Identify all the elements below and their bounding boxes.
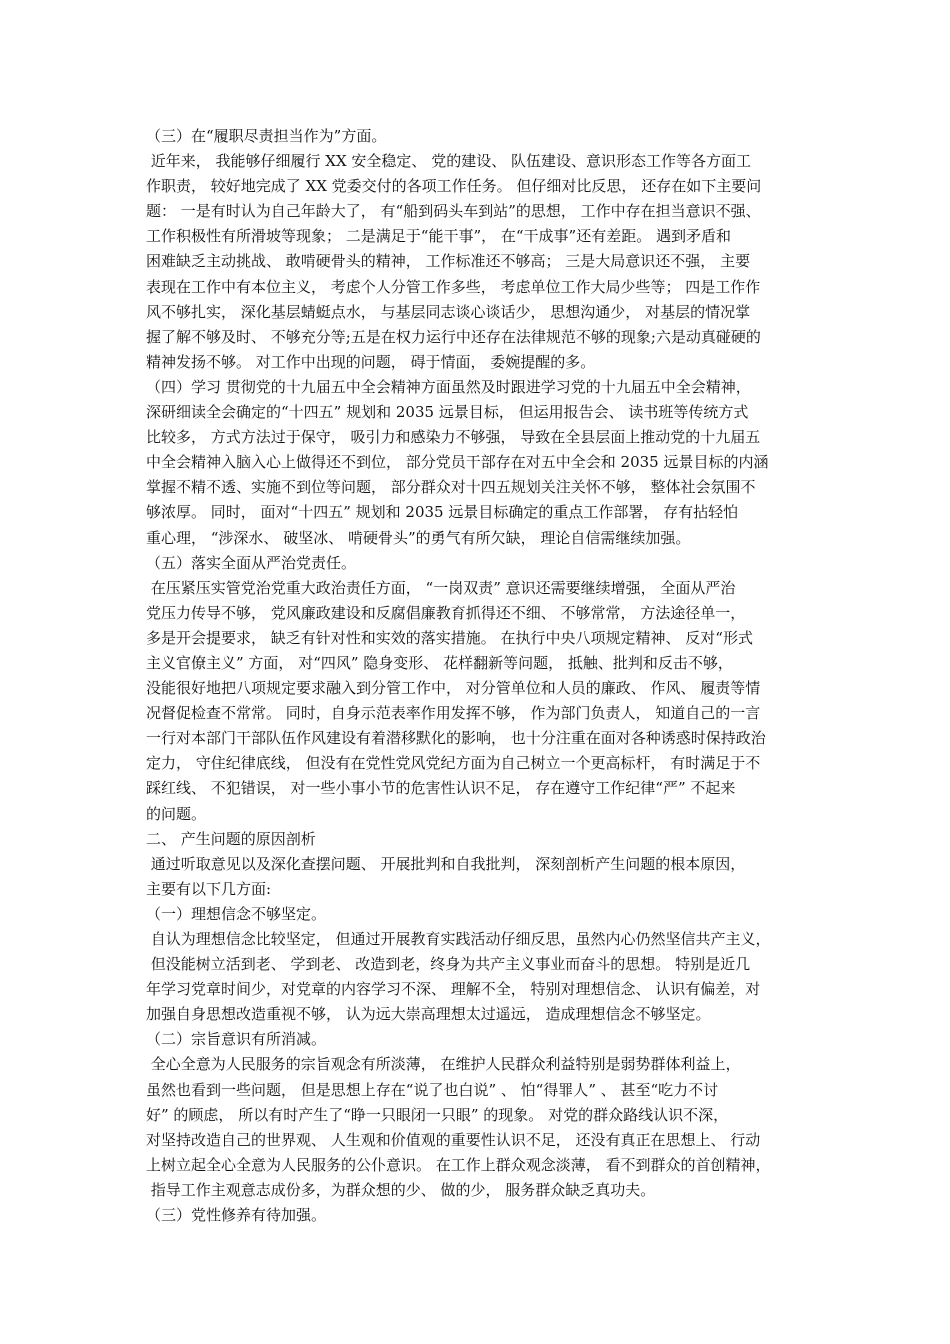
text-line: 二、 产生问题的原因剖析	[146, 829, 316, 848]
text-line: 精神发扬不够。 对工作中出现的问题， 碍于情面， 委婉提醒的多。	[146, 352, 596, 371]
text-line: 对坚持改造自己的世界观、 人生观和价值观的重要性认识不足， 还没有真正在思想上、 行动	[146, 1130, 761, 1149]
text-line: 中全会精神入脑入心上做得还不到位， 部分党员干部存在对五中全会和 2035 远景目标的内涵	[146, 453, 769, 472]
text-line: 况督促检查不常常。 同时，自身示范表率作用发挥不够， 作为部门负责人， 知道自己的一言	[146, 704, 761, 723]
text-line: 虽然也看到一些问题， 但是思想上存在“说了也白说” 、 怕“得罪人” 、 甚至“吃力不讨	[146, 1080, 719, 1099]
text-line: （三）在“履职尽责担当作为”方面。	[146, 127, 387, 145]
text-line: 重心理， “涉深水、 破坚冰、 啃硬骨头”的勇气有所欠缺， 理论自信需继续加强。	[146, 528, 691, 547]
text-line: 主义官僚主义” 方面， 对“四风” 隐身变形、 花样翻新等问题， 抵触、批判和反击不够，	[146, 653, 733, 672]
text-line: 全心全意为人民服务的宗旨观念有所淡薄， 在维护人民群众利益特别是弱势群体利益上，	[146, 1055, 741, 1074]
text-line: （三）党性修养有待加强。	[146, 1206, 327, 1225]
text-line: 深研细读全会确定的“十四五” 规划和 2035 远景目标， 但运用报告会、 读书班等传统方式	[146, 403, 749, 422]
text-line: （四）学习 贯彻党的十九届五中全会精神方面虽然及时跟进学习党的十九届五中全会精神，	[146, 377, 751, 396]
text-line: （一）理想信念不够坚定。	[146, 904, 327, 923]
text-line: 指导工作主观意志成份多，为群众想的少、 做的少， 服务群众缺乏真功夫。	[146, 1180, 656, 1199]
text-line: 加强自身思想改造重视不够， 认为远大崇高理想太过遥远， 造成理想信念不够坚定。	[146, 1005, 711, 1024]
text-line: 一行对本部门干部队伍作风建设有着潜移默化的影响， 也十分注重在面对各种诱惑时保持政治	[146, 729, 766, 748]
text-line: 的问题。	[146, 804, 207, 823]
text-line: 工作积极性有所滑坡等现象； 二是满足于“能干事”， 在“干成事”还有差距。 遇到矛盾和	[146, 227, 731, 246]
text-line: 风不够扎实， 深化基层蜻蜓点水， 与基层同志谈心谈话少， 思想沟通少， 对基层的情况掌	[146, 302, 751, 321]
text-line: 作职责， 较好地完成了 XX 党委交付的各项工作任务。 但仔细对比反思， 还存在如下主要问	[146, 177, 762, 196]
text-line: （二）宗旨意识有所消减。	[146, 1030, 327, 1049]
text-line: 近年来， 我能够仔细履行 XX 安全稳定、 党的建设、 队伍建设、意识形态工作等各方面工	[146, 152, 751, 171]
text-line: 通过听取意见以及深化查摆问题、 开展批判和自我批判， 深刻剖析产生问题的根本原因，	[146, 854, 746, 873]
text-line: 党压力传导不够， 党风廉政建设和反腐倡廉教育抓得还不细、 不够常常， 方法途径单一，	[146, 603, 746, 622]
text-line: 好” 的顾虑， 所以有时产生了“睁一只眼闭一只眼” 的现象。 对党的群众路线认识不深，	[146, 1105, 729, 1124]
text-line: 够浓厚。 同时， 面对“十四五” 规划和 2035 远景目标确定的重点工作部署， 存有拈轻怕	[146, 503, 739, 522]
document-body	[146, 124, 822, 1228]
text-line: 上树立起全心全意为人民服务的公仆意识。 在工作上群众观念淡薄， 看不到群众的首创精神，	[146, 1155, 771, 1174]
text-line: 比较多， 方式方法过于保守， 吸引力和感染力不够强， 导致在全县层面上推动党的十九届五	[146, 428, 761, 447]
text-line: 踩红线、 不犯错误， 对一些小事小节的危害性认识不足， 存在遵守工作纪律“严” 不起来	[146, 779, 736, 798]
text-line: 主要有以下几方面:	[146, 879, 272, 898]
text-line: 没能很好地把八项规定要求融入到分管工作中， 对分管单位和人员的廉政、 作风、 履责等情	[146, 679, 761, 698]
text-line: 自认为理想信念比较坚定， 但通过开展教育实践活动仔细反思，虽然内心仍然坚信共产主义，	[146, 930, 771, 948]
text-line: 题： 一是有时认为自己年龄大了， 有“船到码头车到站”的思想， 工作中存在担当意识不强、	[146, 202, 761, 221]
text-line: （五）落实全面从严治党责任。	[146, 553, 357, 572]
text-line: 困难缺乏主动挑战、 敢啃硬骨头的精神， 工作标准还不够高； 三是大局意识还不强， 主要	[146, 252, 751, 271]
text-line: 掌握不精不透、实施不到位等问题， 部分群众对十四五规划关注关怀不够， 整体社会氛围不	[146, 478, 756, 497]
text-line: 在压紧压实管党治党重大政治责任方面， “一岗双责” 意识还需要继续增强， 全面从严治	[146, 578, 736, 597]
text-line: 握了解不够及时、 不够充分等;五是在权力运行中还存在法律规范不够的现象;六是动真碰硬的	[146, 327, 761, 346]
text-line: 多是开会提要求， 缺乏有针对性和实效的落实措施。 在执行中央八项规定精神、 反对“形式	[146, 628, 753, 647]
text-line: 定力， 守住纪律底线， 但没有在党性党风党纪方面为自己树立一个更高标杆， 有时满足于不	[146, 754, 761, 773]
text-line: 表现在工作中有本位主义， 考虑个人分管工作多些， 考虑单位工作大局少些等； 四是工作作	[146, 277, 761, 296]
text-line: 年学习党章时间少，对党章的内容学习不深、 理解不全， 特别对理想信念、 认识有偏差，对	[146, 980, 761, 999]
text-line: 但没能树立活到老、 学到老、 改造到老，终身为共产主义事业而奋斗的思想。 特别是近几	[146, 955, 751, 974]
